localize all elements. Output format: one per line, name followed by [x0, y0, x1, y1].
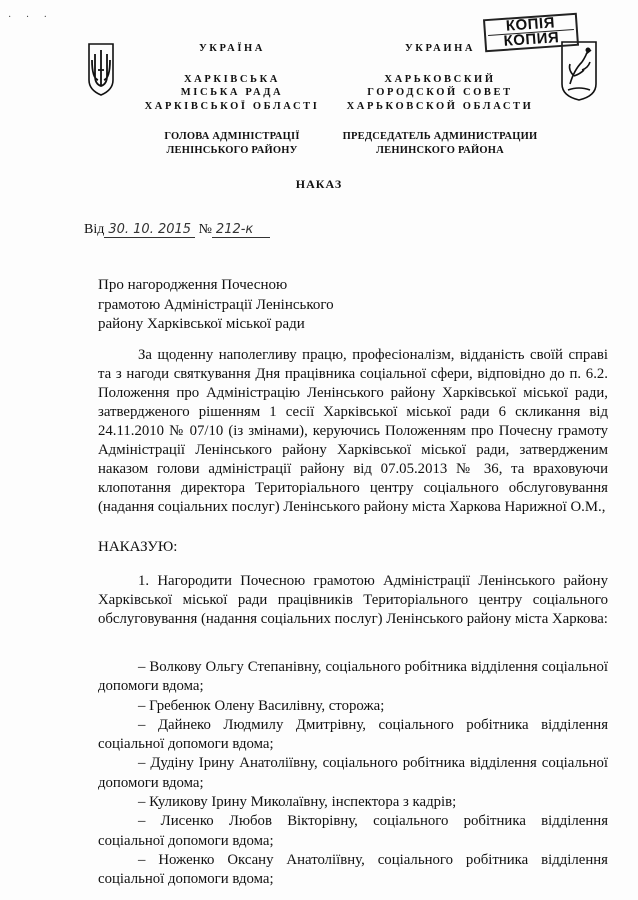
- header-office-line: ЛЕНІНСЬКОГО РАЙОНУ: [166, 144, 298, 156]
- list-item: – Дайнеко Людмилу Дмитрівну, соціального робітника відділення соціальної допомоги вдома;: [98, 716, 608, 753]
- header-office-line: ГОЛОВА АДМІНІСТРАЦІЇ: [164, 131, 300, 142]
- preamble-paragraph: За щоденну наполегливу працю, професіоналізм, відданість своїй справі та з нагоди святкування Дня працівника соціальної сфери, відповідно до п. 6.2. Положення про Адміністрацію Ленінського району Харківської міської ради, затвердженого рішенням 1 сесії Харківської міської ради 6 скликання від 24.11.2010 № 07/10 (із змінами), керуючись Положенням про Почесну грамоту Адміністрації Ленінського району Харківської міської ради, затвердженим наказом голови адміністрації району від 07.05.2013 № 36, та враховуючи клопотання директора Територіального центру соціального обслуговування (надання соціальних послуг) Ленінського району міста Харкова Наpижної О.М.,: [98, 347, 608, 515]
- list-item: – Куликову Ірину Миколаївну, інспектора з кадрів;: [138, 794, 457, 811]
- date-prefix: Від: [84, 222, 105, 237]
- ukraine-trident-icon: [86, 40, 116, 98]
- order-word: НАКАЗУЮ:: [98, 539, 178, 555]
- header-council-line: ХАРКІВСЬКА: [183, 73, 280, 85]
- list-item: – Ноженко Оксану Анатоліївну, соціального робітника відділення соціальної допомоги вдома;: [98, 851, 608, 888]
- header-office-line: ЛЕНИНСКОГО РАЙОНА: [376, 144, 504, 156]
- header-council-line: ГОРОДСКОЙ СОВЕТ: [367, 87, 513, 98]
- number-prefix: №: [198, 222, 212, 237]
- header-council-line: ХАРКІВСЬКОЇ ОБЛАСТІ: [144, 100, 320, 112]
- date-number-line: [84, 222, 270, 238]
- stamp-line: КОПИЯ: [503, 29, 560, 50]
- scan-artifact-dots: · · ·: [8, 12, 53, 23]
- header-right: [330, 42, 550, 157]
- header-country: УКРАИНА: [404, 43, 476, 54]
- list-item: – Волкову Ольгу Степанівну, соціального робітника відділення соціальної допомоги вдома;: [98, 659, 608, 695]
- list-item: – Лисенко Любов Вікторівну, соціального робітника відділення соціальної допомоги вдома;: [98, 813, 608, 849]
- header-council-line: ХАРЬКОВСКОЙ ОБЛАСТИ: [346, 100, 534, 112]
- awardee-list: [98, 658, 608, 890]
- header-council-line: ХАРЬКОВСКИЙ: [384, 73, 496, 85]
- document-title: НАКАЗ: [295, 177, 343, 191]
- subject-line: Про нагородження Почесною: [98, 277, 288, 293]
- kharkiv-coat-of-arms-icon: [560, 40, 598, 102]
- subject-line: району Харківської міської ради: [98, 316, 305, 332]
- clause-paragraph: 1. Нагородити Почесною грамотою Адміністрації Ленінського району Харківської міської ради працівників Територіального центру соціального обслуговування (надання соціальних послуг) Ленінського району міста Харкова:: [98, 573, 608, 627]
- date-value: 30. 10. 2015: [104, 222, 195, 238]
- list-item: – Дудіну Ірину Анатоліївну, соціального робітника відділення соціальної допомоги вдома;: [98, 755, 608, 791]
- list-item: – Гребенюк Олену Василівну, сторожа;: [138, 697, 385, 714]
- stamp-line: КОПІЯ: [487, 15, 574, 36]
- header-council-line: МІСЬКА РАДА: [180, 87, 284, 98]
- header-office-line: ПРЕДСЕДАТЕЛЬ АДМИНИСТРАЦИИ: [342, 131, 538, 142]
- number-value: 212-к: [212, 222, 270, 238]
- header-left: [132, 42, 332, 157]
- subject-line: грамотою Адміністрації Ленінського: [98, 296, 334, 313]
- document-subject: [98, 276, 398, 335]
- header-country: УКРАЇНА: [198, 43, 265, 54]
